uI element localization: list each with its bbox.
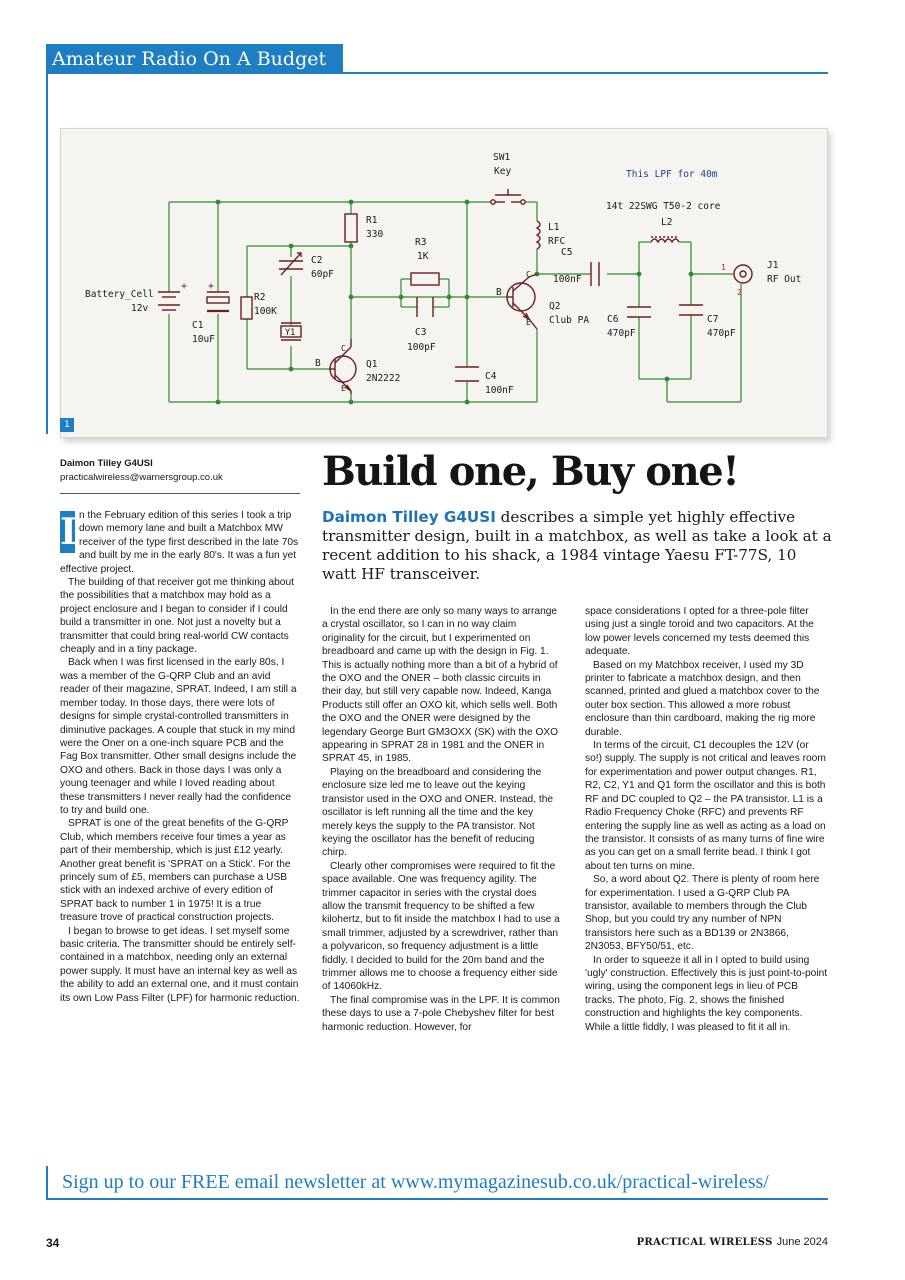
label-q1-value: 2N2222	[366, 373, 401, 384]
label-r2: R2	[254, 292, 266, 303]
circuit-schematic	[60, 128, 828, 438]
label-c1-value: 10uF	[192, 334, 215, 345]
label-c3-value: 100pF	[407, 342, 436, 353]
figure-number: 1	[60, 418, 74, 432]
label-q2-emitter: E	[526, 318, 531, 327]
newsletter-link[interactable]: Sign up to our FREE email newsletter at www.mymagazinesub.co.uk/practical-wireless/	[62, 1171, 769, 1193]
label-battery-plus: +	[181, 281, 188, 292]
paragraph: In terms of the circuit, C1 decouples the 12V (or so!) supply. The supply is not critical and leaves room for experimentation and power output changes. R1, R2, C2, Y1 and Q1 form the oscillator and this is both RF and DC coupled to Q2 – the PA transistor. L1 is a Radio Frequency Choke (RFC) and prevents RF entering the supply line as well as acting as a load on the transistor. It consists of as many turns of fine wire as you can get on a small ferrite bead. I think I got about ten turns on mine.	[585, 740, 826, 872]
paragraph: The final compromise was in the LPF. It is common these days to use a 7-pole Chebyshev filter for best harmonic reduction. However, for	[322, 994, 560, 1033]
footer-masthead	[637, 1236, 828, 1248]
section-banner	[46, 44, 343, 74]
label-c7-value: 470pF	[707, 328, 736, 339]
label-q2-collector: C	[526, 270, 531, 279]
label-y1: Y1	[285, 328, 296, 338]
label-q1-collector: C	[341, 344, 346, 353]
page-number: 34	[46, 1236, 60, 1250]
paragraph: The building of that receiver got me thinking about the possibilities that a matchbox may hold as a project enclosure and I began to consider if I could build a transmitter in one. Not just a novelty but a transmitter that could bring real-world CW contacts cheaply and in a tiny package.	[60, 577, 294, 656]
label-c4-value: 100nF	[485, 385, 514, 396]
schematic-junctions	[216, 200, 694, 405]
paragraph: n the February edition of this series I took a trip down memory lane and built a Matchbox MW receiver of the type first described in the late 70s and built by me in the early 80's. It was a fun yet effective project.	[60, 510, 299, 575]
label-c5: C5	[561, 247, 573, 258]
paragraph: Clearly other compromises were required to fit the space available. One was frequency agility. The trimmer capacitor in series with the crystal does allow the transmit frequency to be shifted a few kilohertz, but to fit inside the matchbox I had to use a small trimmer, adjusted by a screwdriver, rather than a polyvaricon, so frequency adjustment is a little fiddly. I decided to build for the 20m band and the trimmer allows me to choose a frequency either side of 14060kHz.	[322, 860, 560, 993]
label-battery-voltage: 12v	[131, 303, 149, 314]
label-c5-value: 100nF	[553, 274, 582, 285]
label-c7: C7	[707, 314, 719, 325]
label-c3: C3	[415, 327, 427, 338]
section-title: Amateur Radio On A Budget	[52, 48, 327, 70]
label-r1-value: 330	[366, 229, 384, 240]
label-rfc: RFC	[548, 236, 566, 247]
schematic-svg	[61, 129, 829, 439]
label-c6: C6	[607, 314, 619, 325]
label-r3-value: 1K	[417, 251, 429, 262]
label-coil-note: 14t 22SWG T50-2 core	[606, 201, 721, 212]
footer-date: June 2024	[776, 1236, 828, 1248]
label-l1: L1	[548, 222, 560, 233]
label-j1: J1	[767, 260, 779, 271]
label-rf-out: RF Out	[767, 274, 802, 285]
label-q1-emitter: E	[341, 384, 346, 393]
paragraph: Back when I was first licensed in the early 80s, I was a member of the G-QRP Club and an avid reader of their magazine, SPRAT. Indeed, I am still a member today. In those days, there were lots of designs for simple crystal-controlled transmitters in diminutive packages. A couple that stuck in my mind were the Oner on a one-inch square PCB and the Fag Box transmitter. Other small designs include the OXO and others. Back in those days I was only a young teenager and while I loved reading about these transmitters I never really had the confidence to try and build one.	[60, 657, 297, 816]
standfirst-text: describes a simple yet highly effective transmitter design, built in a matchbox, as well as take a look at a recent addition to his shack, a 1984 vintage Yaesu FT-77S, 10 watt HF transceiver.	[322, 508, 832, 583]
paragraph: SPRAT is one of the great benefits of the G-QRP Club, which members receive four times a year as part of their membership, which is just £12 yearly. Another great benefit is 'SPRAT on a Stick'. For the princely sum of £5, members can purchase a USB stick with an indexed archive of every edition of SPRAT back to number 1 in 1975! It is a true treasure trove of practical construction projects.	[60, 818, 291, 924]
body-column-3	[585, 605, 828, 1034]
label-q1-base: B	[315, 358, 321, 369]
label-c2-value: 60pF	[311, 269, 334, 280]
label-r1: R1	[366, 215, 378, 226]
footer-magazine: PRACTICAL WIRELESS	[636, 1237, 773, 1248]
label-pin1: 1	[721, 263, 726, 272]
label-q2-value: Club PA	[549, 315, 590, 326]
paragraph: So, a word about Q2. There is plenty of room here for experimentation. I used a G-QRP Club PA transistor, available to members through the Club Shop, but you could try any number of NPN transistors here such as a BD139 or 2N3866, 2N3053, BFY50/51, etc.	[585, 874, 820, 953]
standfirst	[322, 508, 832, 584]
drop-cap: I	[60, 511, 77, 553]
paragraph: space considerations I opted for a three-pole filter using just a single toroid and two capacitors. At the low power levels concerned my tests deemed this adequate.	[585, 606, 814, 658]
byline-email[interactable]: practicalwireless@warnersgroup.co.uk	[60, 472, 223, 483]
label-q2-base: B	[496, 287, 502, 298]
label-sw1: SW1	[493, 152, 511, 163]
label-r3: R3	[415, 237, 427, 248]
body-column-2	[322, 605, 562, 1034]
label-battery: Battery_Cell	[85, 289, 154, 300]
paragraph: In order to squeeze it all in I opted to build using 'ugly' construction. Effectively this is just point-to-point wiring, using the component legs in lieu of PCB tracks. The photo, Fig. 2, shows the finished construction and highlights the key components. While a little fiddly, I was pleased to fit it all in.	[585, 954, 828, 1033]
byline-rule	[60, 493, 300, 494]
headline: Build one, Buy one!	[322, 448, 739, 495]
newsletter-rule-left	[46, 1166, 48, 1200]
banner-rule	[46, 72, 828, 74]
standfirst-author: Daimon Tilley G4USI	[322, 508, 496, 526]
label-r2-value: 100K	[254, 306, 277, 317]
label-lpf-note: This LPF for 40m	[626, 169, 718, 180]
label-q1: Q1	[366, 359, 378, 370]
paragraph: Based on my Matchbox receiver, I used my 3D printer to fabricate a matchbox design, and then scanned, printed and glued a matchbox cover to the outer box section. This allowed a more robust enclosure than thin cardboard, making the rig more durable.	[585, 659, 820, 738]
byline-author: Daimon Tilley G4USI	[60, 458, 153, 469]
label-q2: Q2	[549, 301, 561, 312]
paragraph: Playing on the breadboard and considering the enclosure size led me to leave out the keying transistor used in the OXO and ONER. Instead, the oscillator is left running all the time and the key merely keys the supply to the PA transistor. Not keying the oscillator has the benefit of reducing chirp.	[322, 766, 554, 859]
newsletter-rule-bottom	[46, 1198, 828, 1200]
label-key: Key	[494, 166, 512, 177]
label-c4: C4	[485, 371, 497, 382]
label-c2: C2	[311, 255, 323, 266]
label-c6-value: 470pF	[607, 328, 636, 339]
frame-left-rule	[46, 72, 48, 434]
paragraph: In the end there are only so many ways to arrange a crystal oscillator, so I can in no way claim originality for the circuit, but I experimented on breadboard and came up with the design in Fig. 1. This is actually nothing more than a bit of a hybrid of the OXO and the ONER – both classic circuits in their day, but still very capable now. Indeed, Kanga Products still offer an OXO kit, which sells well. Both the OXO and the ONER were designed by the legendary George Burt GM3OXX (SK) with the OXO appearing in SPRAT 28 in 1981 and the ONER in SPRAT 45, in 1985.	[322, 606, 559, 765]
label-c1: C1	[192, 320, 204, 331]
label-l2: L2	[661, 217, 673, 228]
label-pin2: 2	[737, 288, 742, 297]
label-c1-plus: +	[208, 281, 215, 292]
byline	[60, 457, 300, 494]
body-column-1	[60, 509, 301, 1005]
paragraph: I began to browse to get ideas. I set myself some basic criteria. The transmitter should be entirely self-contained in a matchbox, needing only an external power supply. It must have an internal key as well as the ability to add an external one, and it must contain its own Low Pass Filter (LPF) for harmonic reduction.	[60, 925, 300, 1004]
